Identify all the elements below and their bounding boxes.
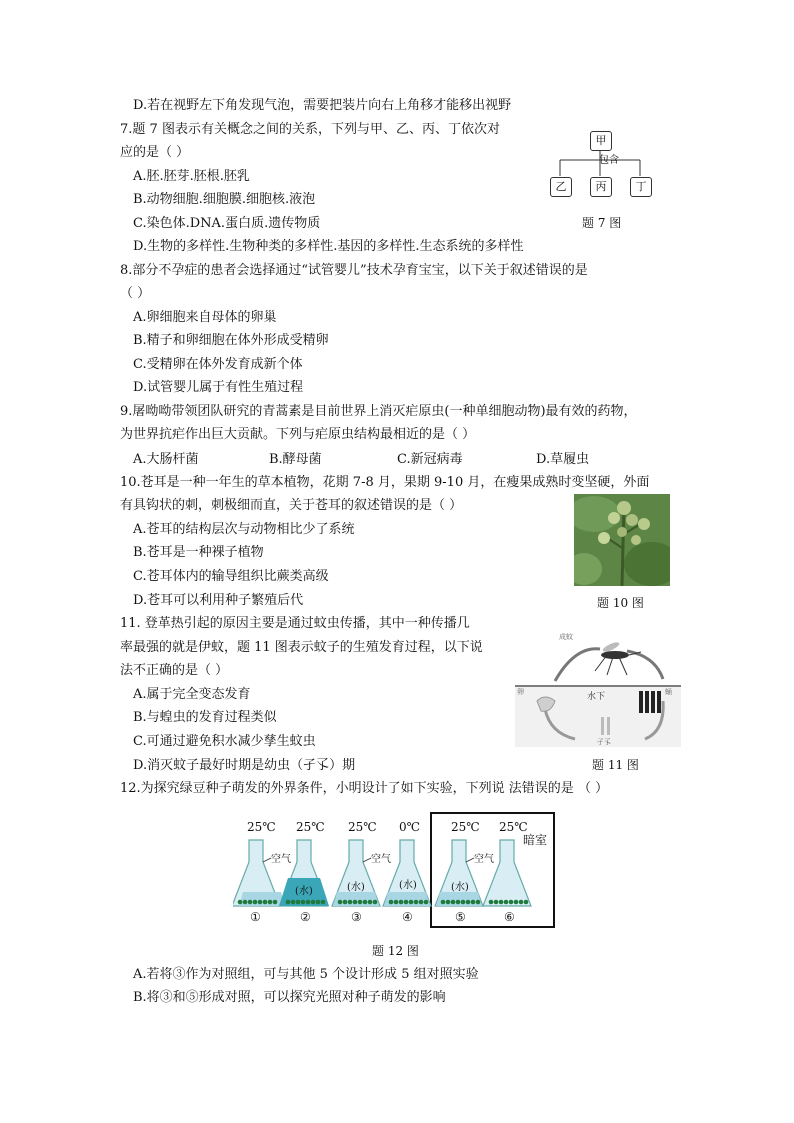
q10-option-a: A.苍耳的结构层次与动物相比少了系统 <box>133 522 355 537</box>
tree-child-node-3: 丁 <box>630 177 652 197</box>
q11-stem-3: 法不正确的是（ ） <box>120 663 229 678</box>
q11-stem-2: 率最强的就是伊蚊，题 11 图表示蚊子的生殖发育过程，以下说 <box>120 640 483 655</box>
mosquito-life-cycle-diagram <box>515 631 681 747</box>
flask-6-number: ⑥ <box>504 910 515 924</box>
q10-stem-1: 10.苍耳是一种一年生的草本植物，花期 7-8 月，果期 9-10 月，在瘦果成熟时变坚硬，外面 <box>120 475 650 490</box>
underwater-label: 水下 <box>587 692 606 702</box>
water-label-5: (水) <box>451 882 469 893</box>
q11-option-c: C.可通过避免积水减少孳生蚊虫 <box>133 734 316 749</box>
flask-5-temperature: 25℃ <box>451 820 480 834</box>
q8-option-d: D.试管婴儿属于有性生殖过程 <box>133 380 304 395</box>
pupa-label: 蛹 <box>665 688 672 696</box>
air-label-3: 空气 <box>474 854 494 865</box>
adult-mosquito-icon <box>595 640 641 675</box>
q9-option-a: A.大肠杆菌 <box>133 452 199 467</box>
air-label-1: 空气 <box>271 854 291 865</box>
cocklebur-photo <box>574 494 670 586</box>
figure-12-caption: 题 12 图 <box>372 944 419 958</box>
q11-stem-1: 11. 登革热引起的原因主要是通过蚊虫传播，其中一种传播几 <box>120 616 470 631</box>
q8-stem-2: （ ） <box>120 286 151 301</box>
water-label-2: (水) <box>295 886 313 897</box>
larva-label: 孑孓 <box>597 738 611 746</box>
q8-option-b: B.精子和卵细胞在体外形成受精卵 <box>133 333 329 348</box>
figure-11-caption: 题 11 图 <box>592 758 639 772</box>
q9-stem-2: 为世界抗疟作出巨大贡献。下列与疟原虫结构最相近的是（ ） <box>120 427 476 442</box>
water-label-4: (水) <box>399 880 417 891</box>
q9-option-d: D.草履虫 <box>536 452 590 467</box>
q8-stem-1: 8.部分不孕症的患者会选择通过“试管婴儿”技术孕育宝宝，以下关于叙述错误的是 <box>120 263 588 278</box>
air-label-2: 空气 <box>371 854 391 865</box>
q11-option-a: A.属于完全变态发育 <box>133 687 251 702</box>
q9-option-b: B.酵母菌 <box>269 452 322 467</box>
tree-child-node-2: 丙 <box>590 177 612 197</box>
q10-option-b: B.苍耳是一种裸子植物 <box>133 545 264 560</box>
water-label-3: (水) <box>347 882 365 893</box>
tree-root-node: 甲 <box>590 131 612 151</box>
q12-option-b: B.将③和⑤形成对照，可以探究光照对种子萌发的影响 <box>133 990 446 1005</box>
q12-stem: 12.为探究绿豆种子萌发的外界条件，小明设计了如下实验，下列说 法错误的是 （ ） <box>120 781 609 796</box>
q8-option-c: C.受精卵在体外发育成新个体 <box>133 357 303 372</box>
q12-option-a: A.若将③作为对照组，可与其他 5 个设计形成 5 组对照实验 <box>133 967 479 982</box>
flask-3-number: ③ <box>351 910 362 924</box>
flask-1-number: ① <box>250 910 261 924</box>
q10-option-c: C.苍耳体内的输导组织比蕨类高级 <box>133 569 329 584</box>
tree-child-node-1: 乙 <box>550 177 572 197</box>
adult-label: 成蚊 <box>559 633 573 641</box>
seed-germination-experiment <box>233 812 555 928</box>
tree-relation-label: 包含 <box>599 155 619 166</box>
flask-5-number: ⑤ <box>455 910 466 924</box>
flask-2-number: ② <box>300 910 311 924</box>
q7-option-a: A.胚.胚芽.胚根.胚乳 <box>133 169 250 184</box>
flask-2-temperature: 25℃ <box>296 820 325 834</box>
q9-stem-1: 9.屠呦呦带领团队研究的青蒿素是目前世界上消灭疟原虫(一种单细胞动物)最有效的药物， <box>120 404 637 419</box>
q10-stem-2: 有具钩状的刺，刺极细而直，关于苍耳的叙述错误的是（ ） <box>120 498 463 513</box>
dark-room-label: 暗室 <box>523 833 548 847</box>
q7-option-b: B.动物细胞.细胞膜.细胞核.液泡 <box>133 192 316 207</box>
q11-option-b: B.与蝗虫的发育过程类似 <box>133 710 277 725</box>
q7-stem-1: 7.题 7 图表示有关概念之间的关系，下列与甲、乙、丙、丁依次对 <box>120 122 500 137</box>
q7-stem-2: 应的是（ ） <box>120 145 190 160</box>
flask-4-number: ④ <box>402 910 413 924</box>
figure-7-caption: 题 7 图 <box>582 216 622 230</box>
q7-option-c: C.染色体.DNA.蛋白质.遗传物质 <box>133 216 321 231</box>
egg-label: 卵 <box>517 688 524 696</box>
flask-4-temperature: 0℃ <box>399 820 421 834</box>
flask-6-temperature: 25℃ <box>499 820 528 834</box>
q10-option-d: D.苍耳可以利用种子繁殖后代 <box>133 593 304 608</box>
q11-option-d: D.消灭蚊子最好时期是幼虫（孑孓）期 <box>133 758 356 773</box>
q6-option-d: D.若在视野左下角发现气泡，需要把装片向右上角移才能移出视野 <box>133 98 512 113</box>
q9-option-c: C.新冠病毒 <box>397 452 463 467</box>
cocklebur-illustration <box>574 494 670 586</box>
q8-option-a: A.卵细胞来自母体的卵巢 <box>133 310 277 325</box>
flask-3-temperature: 25℃ <box>348 820 377 834</box>
q7-option-d: D.生物的多样性.生物种类的多样性.基因的多样性.生态系统的多样性 <box>133 239 524 254</box>
figure-10-caption: 题 10 图 <box>597 596 644 610</box>
flask-1-temperature: 25℃ <box>247 820 276 834</box>
